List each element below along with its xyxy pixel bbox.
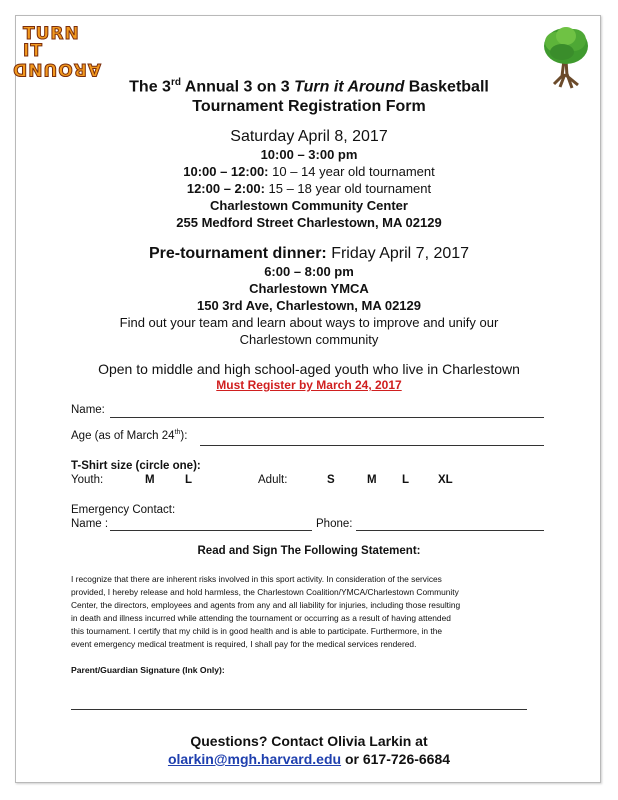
title-end: Basketball	[404, 78, 489, 96]
adult-size-s[interactable]: S	[327, 474, 335, 486]
slot2-time: 12:00 – 2:00:	[186, 181, 265, 196]
logo-line1: TURN IT	[23, 24, 80, 61]
title-mid: Annual 3 on 3	[180, 78, 295, 96]
turn-it-around-logo	[12, 24, 103, 79]
waiver-line: I recognize that there are inherent risks involved in this sport activity. In consideration of the services	[71, 574, 442, 584]
page-title	[20, 73, 598, 117]
title-line2: Tournament Registration Form	[192, 98, 426, 116]
ec-phone-label: Phone:	[316, 518, 353, 530]
youth-size-l[interactable]: L	[185, 474, 193, 486]
tshirt-label: T-Shirt size (circle one):	[71, 460, 201, 472]
dinner-venue: Charlestown YMCA	[249, 281, 369, 296]
waiver-line: event emergency medical treatment is required, I shall pay for the medical services rendered.	[71, 639, 417, 649]
adult-size-xl[interactable]: XL	[438, 474, 453, 486]
event-time: 10:00 – 3:00 pm	[260, 147, 358, 162]
adult-size-l[interactable]: L	[402, 474, 410, 486]
title-sup: rd	[170, 77, 181, 88]
waiver-line: this tournament. I certify that my child is in good health and is able to participate. Furthermore, in the	[71, 626, 443, 636]
signature-line[interactable]	[71, 709, 527, 710]
contact-phone: or 617-726-6684	[341, 751, 451, 767]
age-label	[71, 429, 187, 442]
eligibility-text: Open to middle and high school-aged youth who live in Charlestown	[98, 361, 520, 377]
dinner-label: Pre-tournament dinner:	[148, 245, 327, 262]
dinner-date: Friday April 7, 2017	[326, 245, 470, 262]
dinner-address: 150 3rd Ave, Charlestown, MA 02129	[197, 298, 421, 313]
slot1-time: 10:00 – 12:00:	[183, 164, 269, 179]
dinner-time: 6:00 – 8:00 pm	[264, 264, 354, 279]
name-input-line[interactable]	[110, 417, 544, 418]
adult-label: Adult:	[258, 474, 288, 486]
age-sup: th	[174, 429, 181, 436]
event-details	[20, 128, 598, 231]
contact-email-link[interactable]: olarkin@mgh.harvard.edu	[167, 751, 342, 767]
waiver-text	[71, 573, 547, 651]
logo-line2: AROUND	[12, 59, 101, 79]
slot2-desc: 15 – 18 year old tournament	[264, 181, 432, 196]
dinner-desc1: Find out your team and learn about ways to improve and unify our	[119, 315, 499, 330]
youth-size-m[interactable]: M	[145, 474, 155, 486]
eligibility	[20, 361, 598, 392]
signature-label: Parent/Guardian Signature (Ink Only):	[71, 665, 225, 675]
event-date: Saturday April 8, 2017	[230, 128, 388, 145]
age-label-text: Age (as of March 24	[71, 429, 175, 442]
waiver-line: Center, the directors, employees and agents from any and all liability for injuries, including those resulting	[71, 600, 461, 610]
adult-size-m[interactable]: M	[367, 474, 377, 486]
ec-name-label: Name :	[71, 518, 109, 530]
title-italic: Turn it Around	[294, 78, 405, 96]
name-label: Name:	[71, 404, 105, 416]
waiver-line: in death and illness incurred while attending the tournament or occurring as a result of having attended	[71, 613, 451, 623]
statement-heading: Read and Sign The Following Statement:	[197, 545, 421, 557]
age-input-line[interactable]	[200, 445, 544, 446]
event-venue: Charlestown Community Center	[210, 198, 408, 213]
ec-phone-input-line[interactable]	[356, 530, 544, 531]
emergency-label: Emergency Contact:	[71, 504, 176, 516]
title-the: The 3	[129, 78, 171, 96]
slot1-desc: 10 – 14 year old tournament	[268, 164, 435, 179]
registration-deadline: Must Register by March 24, 2017	[216, 378, 402, 392]
contact-line1: Questions? Contact Olivia Larkin at	[190, 733, 428, 749]
youth-label: Youth:	[71, 474, 104, 486]
contact-block	[20, 732, 598, 768]
dinner-details	[20, 245, 598, 348]
ec-name-input-line[interactable]	[110, 530, 312, 531]
waiver-line: provided, I hereby release and hold harmless, the Charlestown Coalition/YMCA/Charlestown Community	[71, 587, 459, 597]
dinner-desc2: Charlestown community	[239, 332, 379, 347]
event-address: 255 Medford Street Charlestown, MA 02129	[176, 215, 442, 230]
age-label-end: ):	[180, 429, 188, 442]
